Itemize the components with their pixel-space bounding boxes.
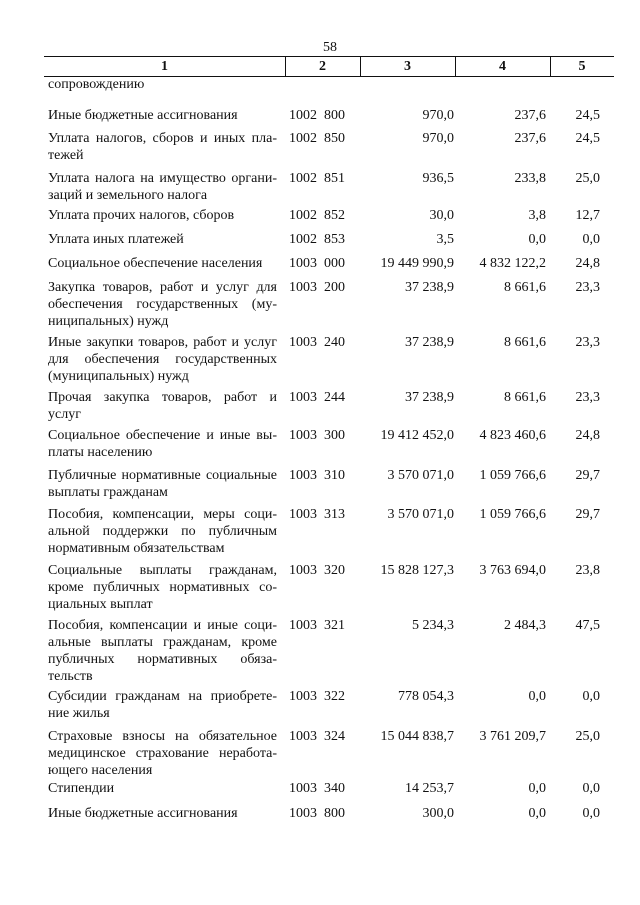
row-value-3: 3 570 071,0 — [387, 507, 454, 522]
row-value-4: 237,6 — [514, 131, 546, 146]
header-col-2: 2 — [319, 59, 326, 74]
row-code: 1003 324 — [289, 729, 345, 744]
row-value-4: 0,0 — [528, 781, 546, 796]
row-name: Субсидии гражданам на приобретение жилья — [48, 689, 277, 721]
row-value-4: 1 059 766,6 — [479, 507, 546, 522]
row-value-3: 3 570 071,0 — [387, 468, 454, 483]
row-value-5: 0,0 — [582, 806, 600, 821]
row-name: Прочая закупка товаров, работ и услуг — [48, 390, 277, 422]
row-name: Иные закупки товаров, работ и услуг для обеспечения государственных (муниципальных) нужд — [48, 335, 277, 384]
row-code: 1003 321 — [289, 618, 345, 633]
row-value-5: 23,3 — [575, 390, 600, 405]
row-code: 1003 200 — [289, 280, 345, 295]
row-value-5: 0,0 — [582, 781, 600, 796]
row-name: Уплата иных платежей — [48, 232, 184, 247]
row-value-3: 37 238,9 — [405, 335, 454, 350]
row-code: 1003 313 — [289, 507, 345, 522]
row-value-3: 37 238,9 — [405, 390, 454, 405]
row-name: Закупка товаров, работ и услуг для обеспечения государственных (муниципальных) нужд — [48, 280, 277, 329]
row-value-4: 1 059 766,6 — [479, 468, 546, 483]
row-name: Стипендии — [48, 781, 115, 796]
row-value-4: 8 661,6 — [504, 280, 546, 295]
row-value-4: 3,8 — [528, 208, 546, 223]
row-name: сопровождению — [48, 77, 145, 92]
row-value-4: 237,6 — [514, 108, 546, 123]
row-name: Социальное обеспечение и иные выплаты населению — [48, 428, 277, 460]
row-value-5: 24,5 — [575, 108, 600, 123]
row-value-4: 8 661,6 — [504, 335, 546, 350]
row-name: Социальные выплаты гражданам, кроме публичных нормативных социальных выплат — [48, 563, 277, 612]
row-value-5: 24,8 — [575, 428, 600, 443]
row-value-4: 8 661,6 — [504, 390, 546, 405]
row-code: 1003 800 — [289, 806, 345, 821]
row-code: 1003 240 — [289, 335, 345, 350]
row-value-5: 47,5 — [575, 618, 600, 633]
row-value-3: 300,0 — [422, 806, 454, 821]
row-value-5: 12,7 — [575, 208, 600, 223]
row-value-3: 778 054,3 — [398, 689, 454, 704]
row-value-4: 233,8 — [514, 171, 546, 186]
row-code: 1003 244 — [289, 390, 345, 405]
header-col-3: 3 — [404, 59, 411, 74]
row-name: Пособия, компенсации, меры социальной поддержки по публичным нормативным обязательствам — [48, 507, 277, 556]
row-value-4: 0,0 — [528, 232, 546, 247]
row-name: Публичные нормативные социальные выплаты гражданам — [48, 468, 277, 500]
row-value-5: 29,7 — [575, 507, 600, 522]
row-value-4: 3 763 694,0 — [479, 563, 546, 578]
row-value-3: 19 412 452,0 — [380, 428, 454, 443]
row-value-5: 23,3 — [575, 280, 600, 295]
header-col-4: 4 — [499, 59, 506, 74]
row-value-5: 0,0 — [582, 689, 600, 704]
row-value-5: 25,0 — [575, 729, 600, 744]
row-value-3: 3,5 — [436, 232, 454, 247]
row-value-4: 4 823 460,6 — [479, 428, 546, 443]
row-value-5: 25,0 — [575, 171, 600, 186]
row-name: Иные бюджетные ассигнования — [48, 108, 238, 123]
row-code: 1003 300 — [289, 428, 345, 443]
row-value-3: 15 828 127,3 — [380, 563, 454, 578]
row-value-5: 23,8 — [575, 563, 600, 578]
page-number: 58 — [323, 40, 337, 55]
row-value-3: 19 449 990,9 — [380, 256, 454, 271]
row-value-3: 37 238,9 — [405, 280, 454, 295]
row-value-5: 24,5 — [575, 131, 600, 146]
row-name: Уплата прочих налогов, сборов — [48, 208, 235, 223]
row-code: 1003 000 — [289, 256, 345, 271]
row-value-5: 24,8 — [575, 256, 600, 271]
row-value-3: 970,0 — [422, 108, 454, 123]
header-col-1: 1 — [161, 59, 168, 74]
row-value-5: 23,3 — [575, 335, 600, 350]
row-value-4: 0,0 — [528, 689, 546, 704]
row-value-3: 5 234,3 — [412, 618, 454, 633]
row-value-5: 29,7 — [575, 468, 600, 483]
row-code: 1002 800 — [289, 108, 345, 123]
row-value-4: 4 832 122,2 — [479, 256, 546, 271]
row-code: 1003 340 — [289, 781, 345, 796]
table-header — [44, 56, 614, 77]
row-value-3: 14 253,7 — [405, 781, 454, 796]
header-col-5: 5 — [578, 59, 586, 74]
row-code: 1002 851 — [289, 171, 345, 186]
row-code: 1003 320 — [289, 563, 345, 578]
row-name: Уплата налогов, сборов и иных платежей — [48, 131, 277, 163]
row-value-5: 0,0 — [582, 232, 600, 247]
row-code: 1003 322 — [289, 689, 345, 704]
row-name: Страховые взносы на обязательное медицинское страхование неработающего населения — [48, 729, 277, 778]
row-code: 1002 852 — [289, 208, 345, 223]
row-value-3: 936,5 — [422, 171, 454, 186]
row-value-3: 970,0 — [422, 131, 454, 146]
row-value-4: 3 761 209,7 — [479, 729, 546, 744]
row-name: Иные бюджетные ассигнования — [48, 806, 238, 821]
row-value-3: 30,0 — [429, 208, 454, 223]
row-code: 1003 310 — [289, 468, 345, 483]
row-code: 1002 853 — [289, 232, 345, 247]
row-value-4: 0,0 — [528, 806, 546, 821]
row-name: Уплата налога на имущество организаций и земельного налога — [48, 171, 277, 203]
row-name: Пособия, компенсации и иные социальные выплаты гражданам, кроме публичных нормативных обязательств — [48, 618, 277, 684]
row-name: Социальное обеспечение населения — [48, 256, 263, 271]
row-value-3: 15 044 838,7 — [380, 729, 454, 744]
row-value-4: 2 484,3 — [504, 618, 546, 633]
row-code: 1002 850 — [289, 131, 345, 146]
